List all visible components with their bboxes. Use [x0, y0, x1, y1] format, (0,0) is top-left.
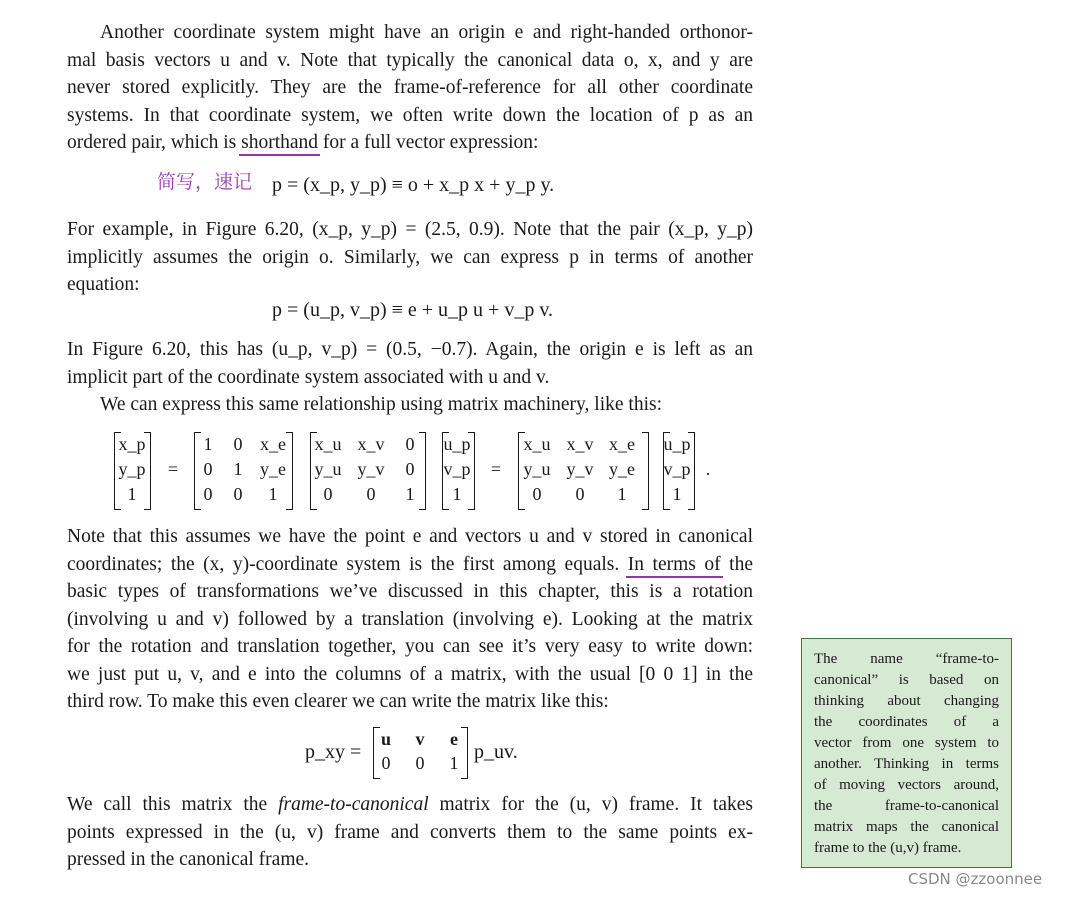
matrix-cell: 1: [127, 484, 137, 504]
text-line: never stored explicitly. They are the frame-of-reference for all other coordinate: [67, 77, 753, 98]
bracket-left: [442, 432, 449, 510]
text-line: [67, 551, 753, 579]
text-line: third row. To make this even clearer we can write the matrix like this:: [67, 691, 609, 712]
matrix-cell: x_v: [357, 434, 385, 454]
note-line: The name “frame-to-: [814, 651, 999, 667]
matrix-cell: u: [380, 729, 391, 749]
matrix-cell: u_p: [663, 434, 691, 454]
matrix-cell: x_u: [523, 434, 551, 454]
text-line: systems. In that coordinate system, we often write down the location of p as an: [67, 104, 753, 126]
matrix-cell: 0: [532, 484, 542, 504]
matrix-cell: y_u: [523, 459, 551, 479]
note-line: another. Thinking in terms: [814, 756, 999, 772]
text-line: points expressed in the (u, v) frame and converts them to the same points ex-: [67, 821, 753, 843]
equation-1: p = (x_p, y_p) ≡ o + x_p x + y_p y.: [272, 174, 555, 196]
text-line: (involving u and v) followed by a translation (involving e). Looking at the matrix: [67, 608, 753, 630]
equation-lhs: p_xy =: [305, 741, 362, 763]
matrix-cell: x_u: [314, 434, 342, 454]
highlighted-word-shorthand: shorthand: [241, 132, 319, 153]
text-fragment: We call this matrix the: [67, 794, 279, 815]
text-line: implicit part of the coordinate system associated with u and v.: [67, 366, 550, 388]
matrix-cell: x_e: [260, 434, 286, 454]
text-fragment: coordinates; the (x, y)-coordinate system is the first among equals.: [67, 553, 628, 575]
text-line: equation:: [67, 274, 140, 295]
equation-rhs: p_uv.: [474, 741, 518, 763]
bracket-left: [114, 432, 121, 510]
bracket-right: [468, 432, 475, 510]
matrix-cell: 0: [366, 484, 376, 504]
text-line: pressed in the canonical frame.: [67, 849, 310, 870]
matrix-cell: v_p: [663, 459, 691, 479]
matrix-cell: x_v: [566, 434, 594, 454]
matrix-cell: 0: [233, 484, 243, 504]
note-line: the frame-to-canonical: [814, 798, 999, 814]
bracket-left: [663, 432, 670, 510]
matrix-cell: y_e: [609, 459, 635, 479]
text-line: In Figure 6.20, this has (u_p, v_p) = (0.5, −0.7). Again, the origin e is left as an: [67, 339, 753, 360]
text-line: [67, 791, 753, 819]
bracket-right: [642, 432, 649, 510]
bracket-left: [194, 432, 201, 510]
matrix-cell: u_p: [443, 434, 471, 454]
equals-sign: =: [167, 459, 179, 479]
matrix-cell: 1: [449, 753, 459, 773]
matrix-cell: v_p: [443, 459, 471, 479]
text-line: we just put u, v, and e into the columns of a matrix, with the usual [0 0 1] in the: [67, 663, 753, 685]
paragraph-2: [67, 216, 753, 299]
note-line: frame to the (u,v) frame.: [814, 840, 962, 856]
matrix-cell: 0: [405, 459, 415, 479]
note-line: canonical” is based on: [814, 672, 999, 688]
matrix-cell: 0: [203, 459, 213, 479]
matrix-cell: y_v: [357, 459, 385, 479]
matrix-cell: 0: [381, 753, 391, 773]
text-line: For example, in Figure 6.20, (x_p, y_p) = (2.5, 0.9). Note that the pair (x_p, y_p): [67, 219, 753, 240]
bracket-right: [688, 432, 695, 510]
matrix-cell: y_p: [118, 459, 146, 479]
note-line: thinking about changing: [814, 693, 999, 709]
matrix-cell: 0: [575, 484, 585, 504]
text-fragment: for a full vector expression:: [318, 132, 539, 153]
note-line: matrix maps the canonical: [814, 819, 999, 835]
bracket-right: [286, 432, 293, 510]
matrix-cell: 0: [405, 434, 415, 454]
bracket-right: [461, 727, 468, 779]
matrix-cell: y_u: [314, 459, 342, 479]
note-line: vector from one system to: [814, 735, 999, 751]
matrix-cell: y_e: [260, 459, 286, 479]
note-line: the coordinates of a: [814, 714, 999, 730]
matrix-cell: 1: [405, 484, 415, 504]
paragraph-4: [67, 523, 753, 716]
bracket-right: [144, 432, 151, 510]
matrix-cell: 1: [233, 459, 243, 479]
matrix-cell: 0: [415, 753, 425, 773]
text-fragment: ordered pair, which is: [67, 132, 242, 153]
matrix-cell: x_p: [118, 434, 146, 454]
matrix-cell: 0: [323, 484, 333, 504]
matrix-cell: 1: [268, 484, 278, 504]
text-line: Another coordinate system might have an origin e and right-handed orthonor-: [100, 22, 753, 43]
matrix-cell: 1: [672, 484, 682, 504]
matrix-cell: 1: [203, 434, 213, 454]
watermark: CSDN @zzoonnee: [908, 870, 1043, 888]
bracket-left: [373, 727, 380, 779]
matrix-cell: 1: [452, 484, 462, 504]
margin-note: [801, 638, 1012, 868]
text-line: We can express this same relationship using matrix machinery, like this:: [100, 394, 662, 415]
equals-sign: =: [490, 459, 502, 479]
text-fragment: the: [720, 553, 753, 575]
bracket-right: [419, 432, 426, 510]
matrix-cell: e: [450, 729, 458, 749]
text-line: for the rotation and translation together, you can see it’s very easy to write down:: [67, 636, 753, 657]
equation-2: p = (u_p, v_p) ≡ e + u_p u + v_p v.: [272, 299, 554, 321]
bracket-left: [518, 432, 525, 510]
handwritten-annotation: 简写，速记: [157, 171, 253, 193]
paragraph-3: [67, 336, 753, 419]
matrix-cell: 0: [203, 484, 213, 504]
matrix-cell: 0: [233, 434, 243, 454]
term-frame-to-canonical: frame-to-canonical: [278, 794, 429, 815]
period: .: [705, 459, 711, 479]
bracket-left: [310, 432, 317, 510]
text-line: implicitly assumes the origin o. Similarly, we can express p in terms of another: [67, 246, 753, 268]
highlighted-phrase-in-terms-of: In terms of: [627, 553, 721, 575]
matrix-cell: 1: [617, 484, 627, 504]
text-line: [67, 129, 753, 157]
text-line: basic types of transformations we’ve discussed in this chapter, this is a rotation: [67, 581, 753, 602]
matrix-cell: y_v: [566, 459, 594, 479]
text-line: mal basis vectors u and v. Note that typically the canonical data o, x, and y are: [67, 49, 753, 71]
text-line: Note that this assumes we have the point e and vectors u and v stored in canonical: [67, 526, 753, 547]
paragraph-1: [67, 19, 753, 157]
text-fragment: matrix for the (u, v) frame. It takes: [428, 794, 753, 815]
matrix-cell: x_e: [609, 434, 635, 454]
paragraph-5: [67, 791, 753, 874]
matrix-cell: v: [415, 729, 425, 749]
note-line: of moving vectors around,: [814, 777, 999, 793]
